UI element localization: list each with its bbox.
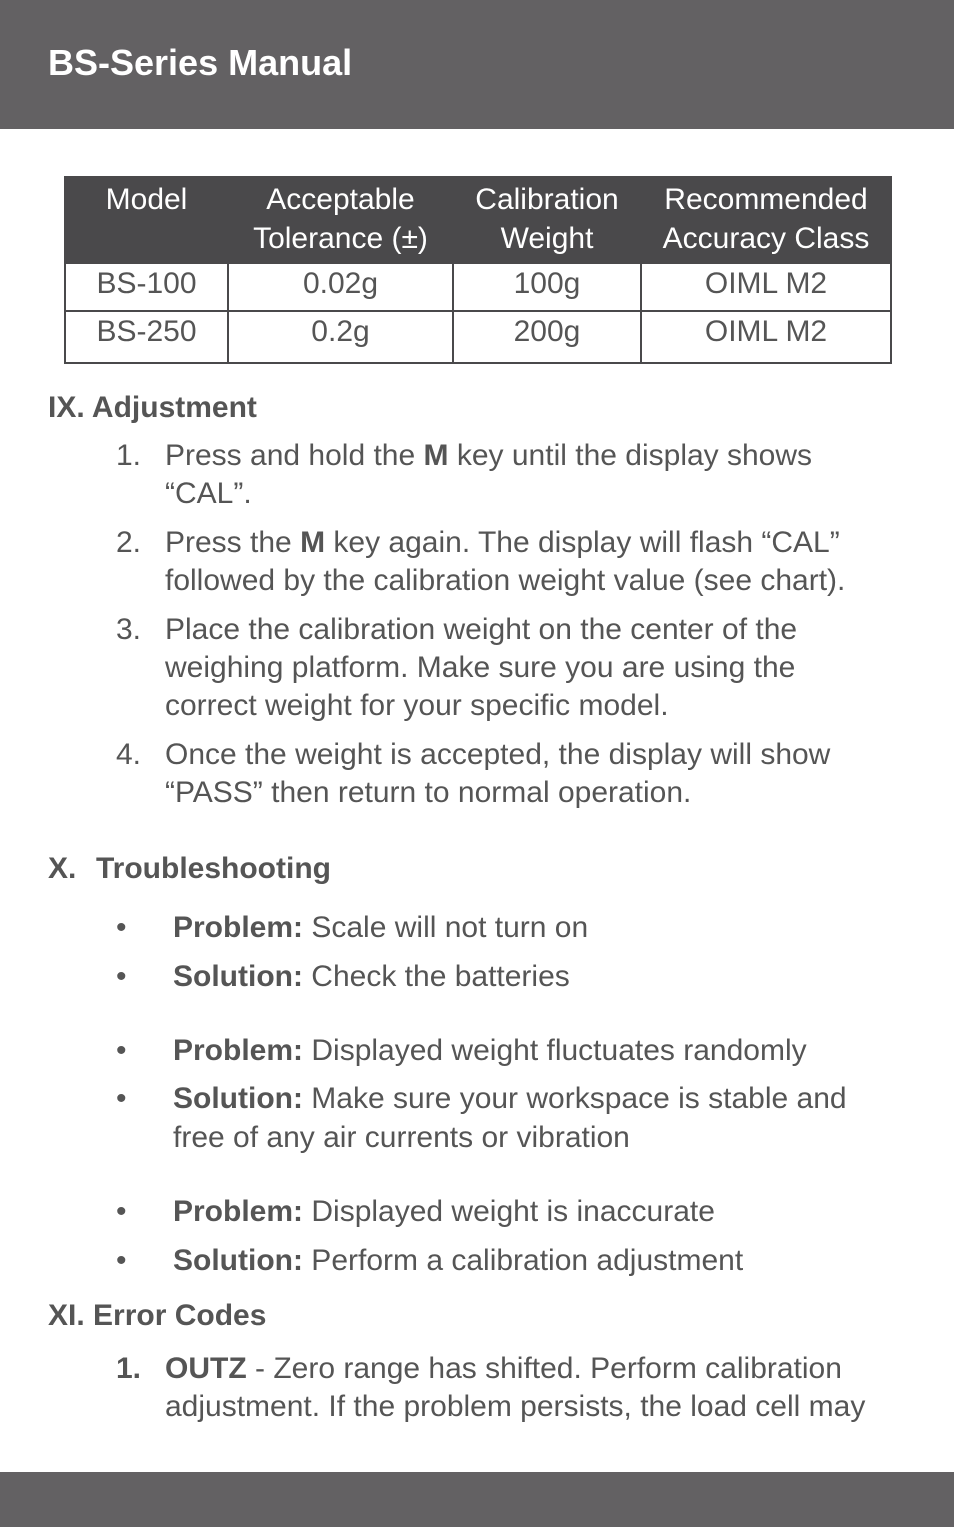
table-cell: 100g [453,263,641,311]
step-text: Once the weight is accepted, the display will show “PASS” then return to normal operation. [165,738,831,809]
section-heading-adjustment [48,390,257,426]
table-row [65,263,891,311]
solution-label: Solution: [173,1082,303,1115]
table-cell: BS-100 [65,263,228,311]
table-cell: OIML M2 [641,311,891,363]
problem-label: Problem: [173,1034,304,1067]
solution-label: Solution: [173,960,303,993]
table-cell: 0.02g [228,263,453,311]
step-text: Press the M key again. The display will flash “CAL” followed by the calibration weight value (see chart). [165,526,846,597]
bullet-icon: • [116,1195,127,1228]
table-row [65,311,891,363]
section-title: Error Codes [93,1299,267,1332]
col-header-calibration-weight: Calibration Weight [453,177,641,263]
bullet-icon: • [116,960,127,993]
key-label: M [423,439,449,472]
step-number: 4. [116,738,142,771]
table-cell: 200g [453,311,641,363]
step-number: 2. [116,526,142,559]
section-heading-error-codes [48,1298,266,1334]
table-header-row [65,177,891,263]
bullet-icon: • [116,1244,127,1277]
bullet-icon: • [116,911,127,944]
section-title: Troubleshooting [96,852,331,885]
bullet-icon: • [116,1082,127,1115]
step-number: 1. [116,439,142,472]
problem-label: Problem: [173,911,304,944]
bullet-icon: • [116,1034,127,1067]
page-footer [0,1472,954,1527]
table-cell: 0.2g [228,311,453,363]
step-text: Press and hold the M key until the display shows “CAL”. [165,439,813,510]
section-number: IX. [48,391,85,424]
section-number: X. [48,852,77,885]
section-number: XI. [48,1299,85,1332]
section-heading-troubleshooting [48,851,331,887]
key-label: M [300,526,326,559]
col-header-tolerance: Acceptable Tolerance (±) [228,177,453,263]
step-number: 3. [116,613,142,646]
col-header-accuracy-class: Recommended Accuracy Class [641,177,891,263]
page-header [0,0,954,129]
page-title: BS-Series Manual [48,42,353,83]
step-text: Place the calibration weight on the center of the weighing platform. Make sure you are using the correct weight for your specific model. [165,613,798,722]
error-text: OUTZ - Zero range has shifted. Perform calibration adjustment. If the problem persists, the load cell may [165,1352,866,1423]
problem-label: Problem: [173,1195,304,1228]
error-number: 1. [116,1352,142,1385]
table-cell: BS-250 [65,311,228,363]
calibration-table [64,176,892,364]
solution-label: Solution: [173,1244,303,1277]
table-cell: OIML M2 [641,263,891,311]
section-title: Adjustment [91,391,257,424]
error-code: OUTZ [165,1352,247,1385]
col-header-model: Model [65,177,228,263]
